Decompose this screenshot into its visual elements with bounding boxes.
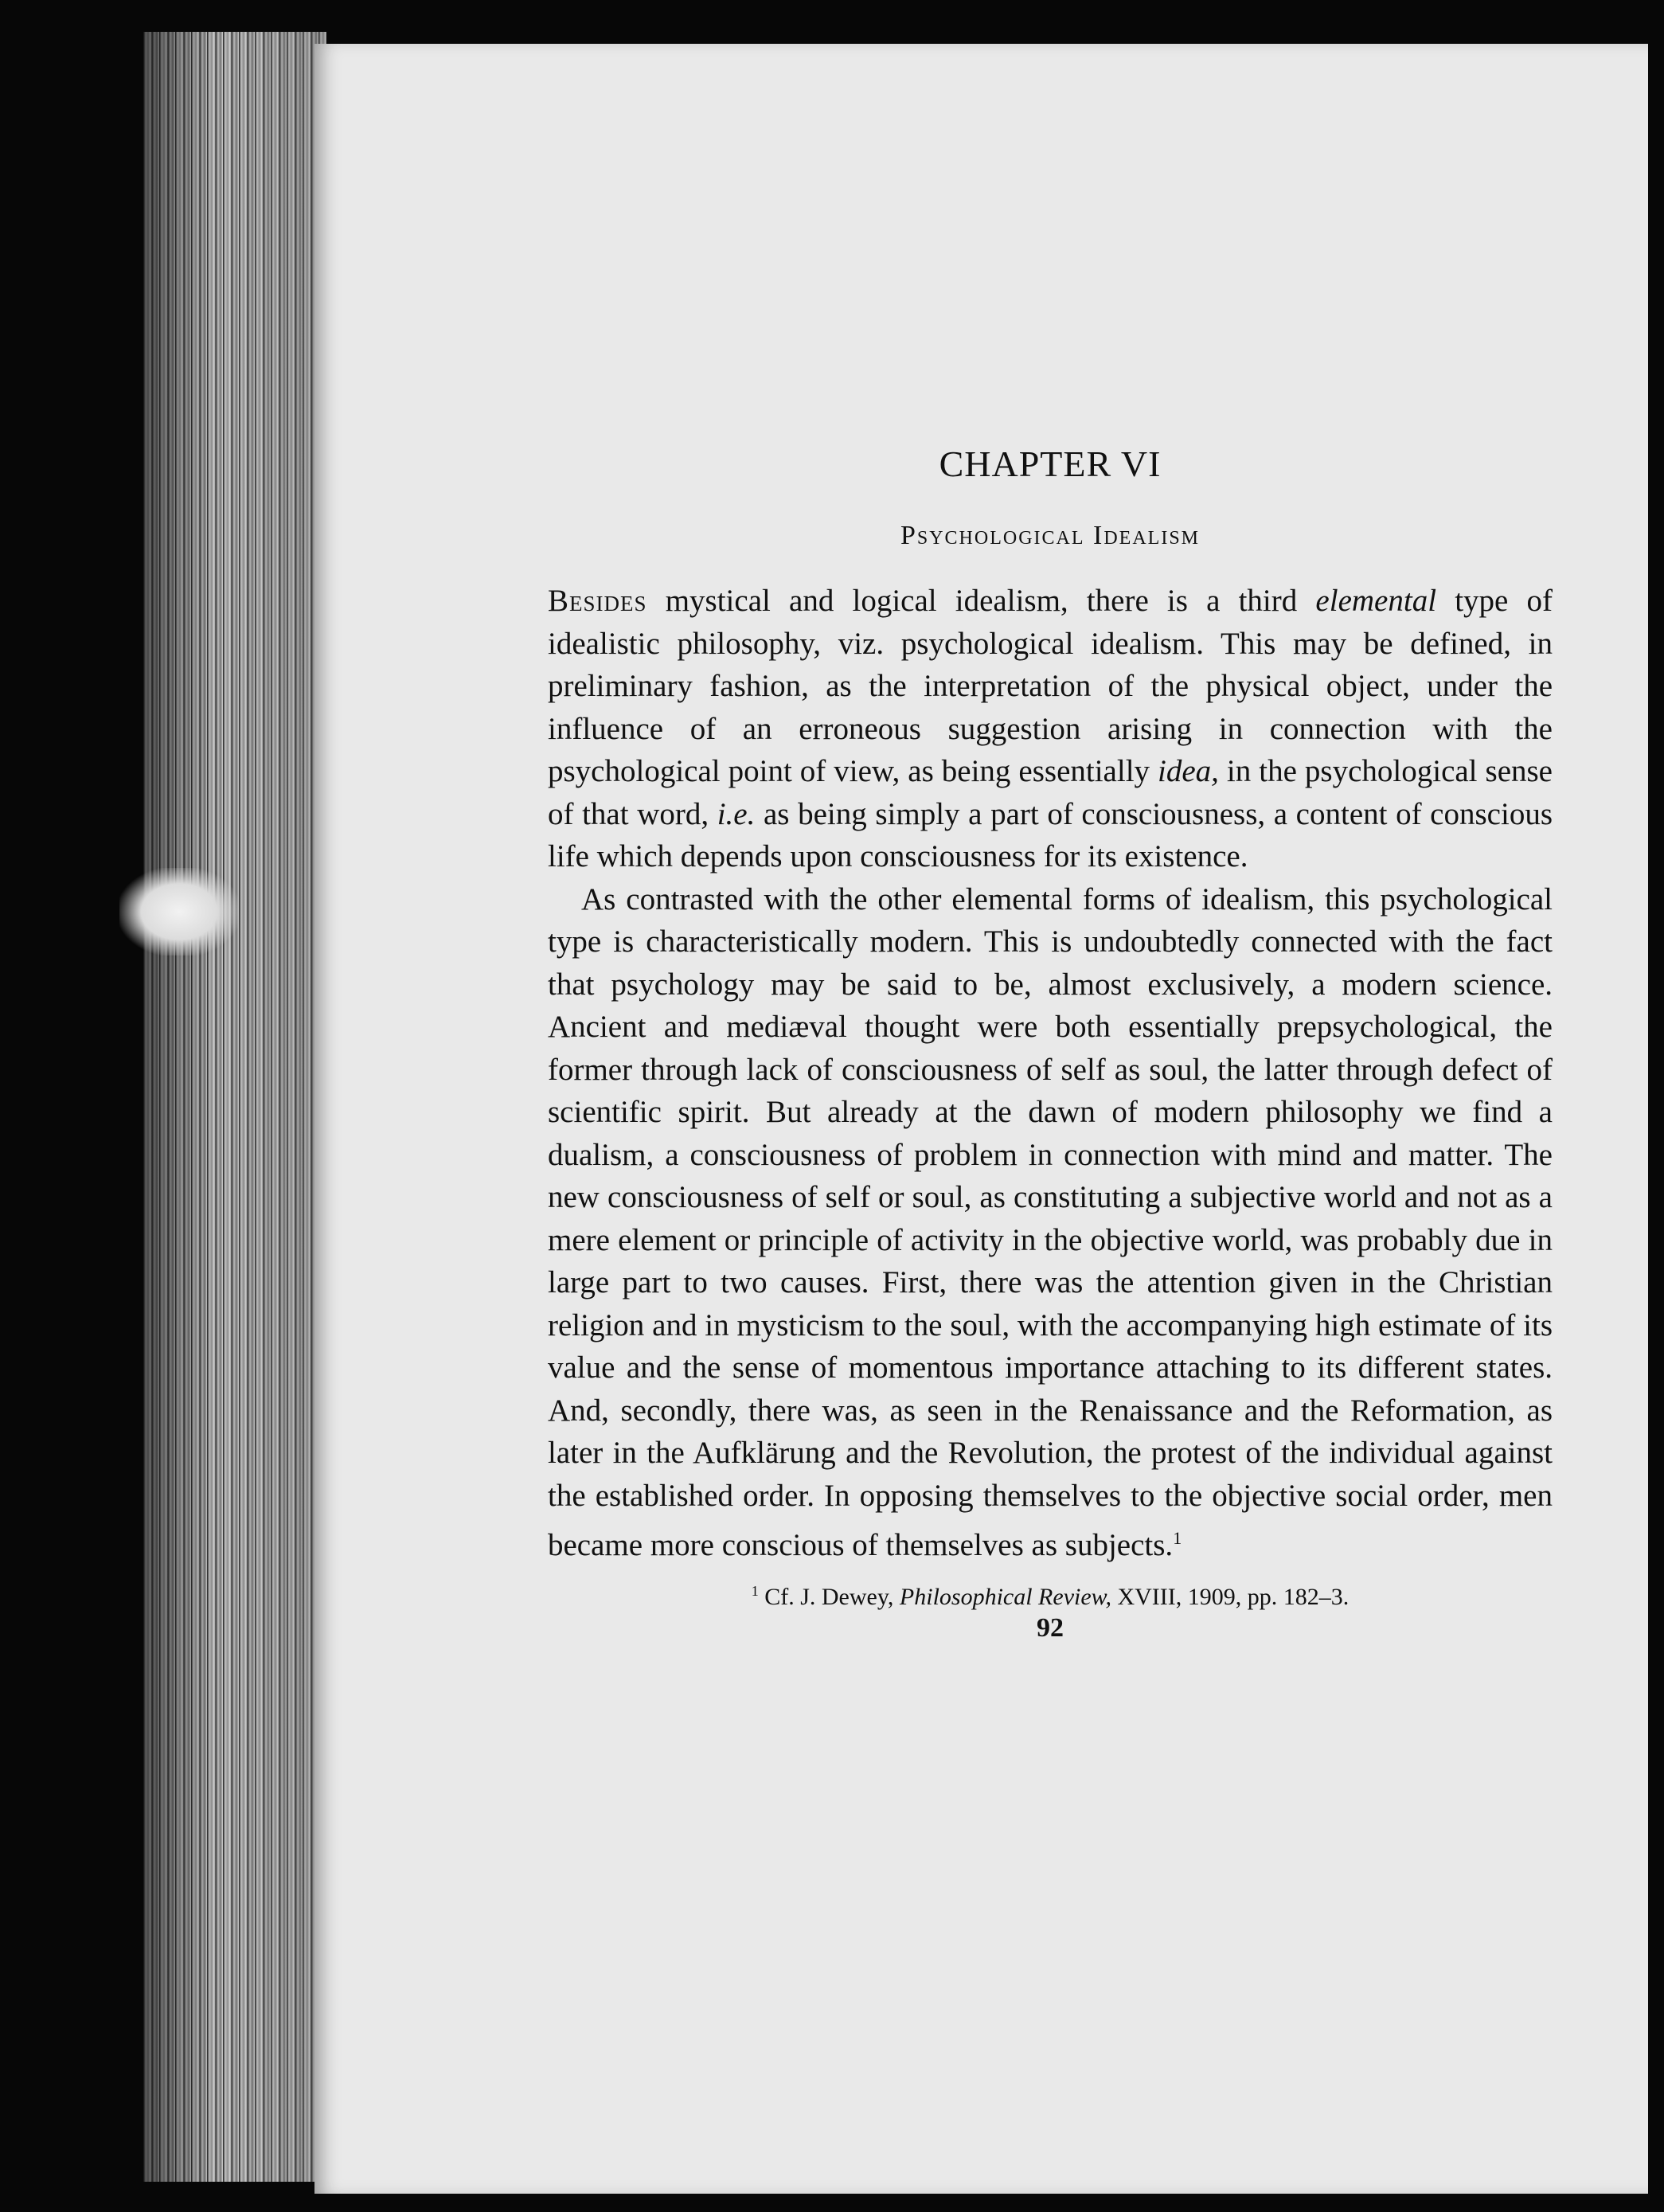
text-run: mystical and logical idealism, there is a third [646, 584, 1316, 618]
text-run: as being simply a part of consciousness, a content of conscious life which depends upon consciousness for its existence. [548, 796, 1553, 873]
paragraph-lead-word: Besides [548, 584, 647, 618]
italic-text-run: elemental [1315, 584, 1437, 618]
page-number: 92 [1037, 1612, 1064, 1643]
footnote [548, 1577, 1553, 1612]
footnote-mark: 1 [751, 1582, 759, 1599]
italic-text-run: idea, [1158, 754, 1219, 788]
text-run: in the psychological sense of that word, [548, 754, 1553, 831]
paper-blotch [119, 868, 239, 956]
stacked-page-edges [143, 32, 326, 2182]
chapter-heading: CHAPTER VI [939, 444, 1162, 484]
body-paragraph [548, 580, 1553, 878]
text-run: Cf. J. Dewey, [764, 1583, 900, 1610]
italic-text-run: Philosophical Review, [899, 1583, 1111, 1610]
italic-text-run: i.e. [717, 796, 756, 831]
text-run: As contrasted with the other elemental forms of idealism, this psychological type is characteristically modern. This is undoubtedly connected with the fact that psychology may be said to be, almost exclusively, a modern science. Ancient and mediæval thought were both essentially prepsychological, the former through lack of consciousness of self as soul, the latter through defect of scientific spirit. But already at the dawn of modern philosophy we find a dualism, a consciousness of problem in connection with mind and matter. The new consciousness of self or soul, as constituting a subjective world and not as a mere element or principle of activity in the objective world, was probably due in large part to two causes. First, there was the attention given in the Christian religion and in mysticism to the soul, with the accompanying high estimate of its value and the sense of momentous importance attaching to its different states. And, secondly, there was, as seen in the Renaissance and the Reformation, as later in the Aufklärung and the Revolution, the protest of the individual against the established order. In opposing themselves to the objective social order, men became more conscious of themselves as subjects. [548, 881, 1553, 1562]
body-text [548, 580, 1553, 1567]
printed-page [314, 44, 1648, 2194]
text-run: XVIII, 1909, pp. 182–3. [1111, 1583, 1350, 1610]
body-paragraph [548, 878, 1553, 1567]
section-heading: Psychological Idealism [900, 521, 1201, 550]
text-run: type of idealistic philosophy, viz. psychological idealism. This may be defined, in preliminary fashion, as the interpretation of the physical object, under the influence of an erroneous suggestion arising in connection with the psychological point of view, as being essentially [548, 584, 1553, 788]
footnote-text [764, 1584, 1349, 1610]
footnote-reference: 1 [1173, 1528, 1182, 1548]
page-text-block [548, 446, 1553, 1642]
